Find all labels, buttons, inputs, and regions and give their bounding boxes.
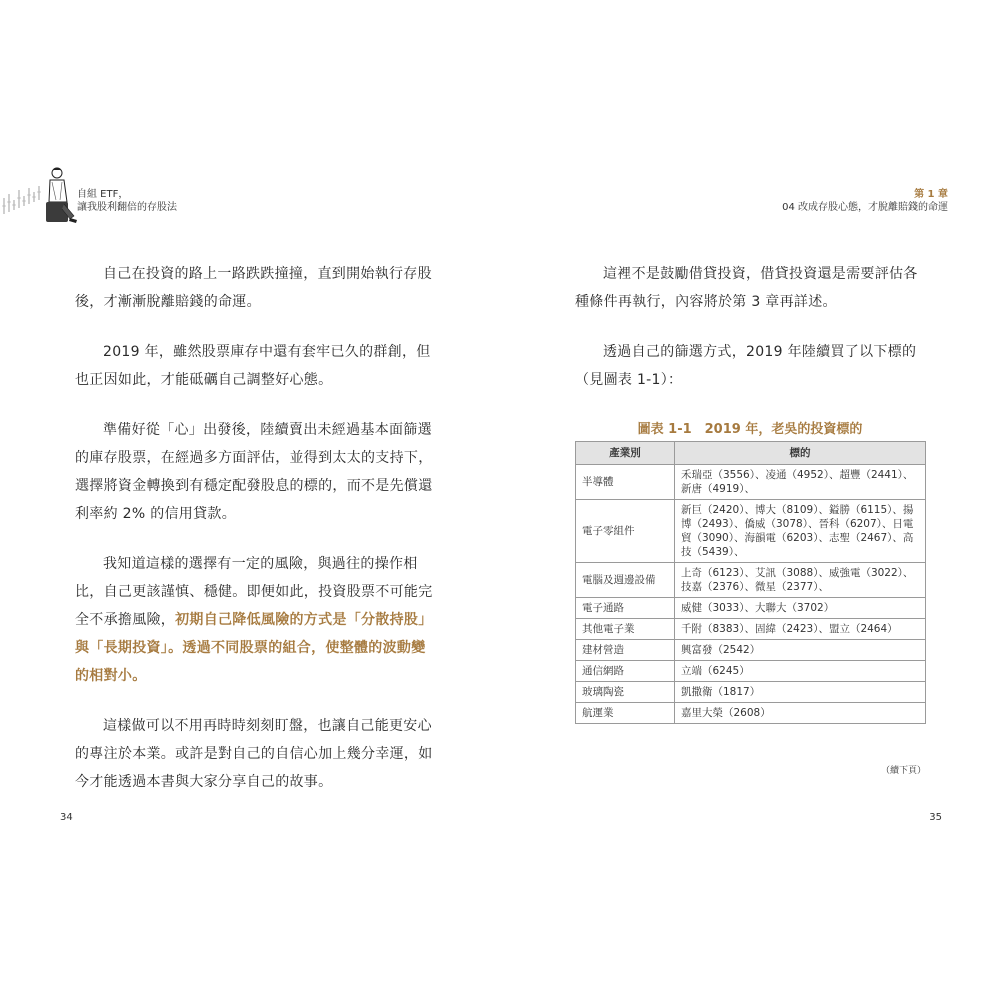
book-title-line-2: 讓我股利翻倍的存股法 xyxy=(77,202,177,213)
paragraph xyxy=(75,712,435,796)
industry-cell: 航運業 xyxy=(576,703,675,724)
holdings-cell: 禾瑞亞（3556）、凌通（4952）、超豐（2441）、新唐（4919）、 xyxy=(675,465,926,500)
page-number-right: 35 xyxy=(929,812,942,823)
header-holdings: 標的 xyxy=(675,442,926,465)
table-row xyxy=(576,703,926,724)
chapter-number: 第 1 章 xyxy=(914,189,948,200)
paragraph xyxy=(75,550,435,690)
paragraph-text: 準備好從「心」出發後，陸續賣出未經過基本面篩選的庫存股票，在經過多方面評估，並得到太太的支持下，選擇將資金轉換到有穩定配發股息的標的，而不是先償還利率約 2% 的信用貸款。 xyxy=(75,422,433,522)
holdings-cell: 威健（3033）、大聯大（3702） xyxy=(675,598,926,619)
industry-cell: 建材營造 xyxy=(576,640,675,661)
seated-man-icon xyxy=(46,168,77,224)
paragraph xyxy=(75,338,435,394)
paragraph-text: 這樣做可以不用再時時刻刻盯盤，也讓自己能更安心的專注於本業。或許是對自己的自信心加上幾分幸運，如今才能透過本書與大家分享自己的故事。 xyxy=(75,718,433,790)
table-row xyxy=(576,598,926,619)
paragraph-text: 透過自己的篩選方式，2019 年陸續買了以下標的（見圖表 1-1）： xyxy=(575,344,917,388)
highlighted-text: 初期自己降低風險的方式是「分散持股」與「長期投資」。透過不同股票的組合，使整體的波動變的相對小。 xyxy=(75,612,433,684)
book-title-line-1: 自組 ETF， xyxy=(77,189,129,200)
paragraph xyxy=(75,416,435,528)
industry-cell: 其他電子業 xyxy=(576,619,675,640)
holdings-cell: 興富發（2542） xyxy=(675,640,926,661)
industry-cell: 電子通路 xyxy=(576,598,675,619)
holdings-cell: 新巨（2420）、博大（8109）、鎰勝（6115）、揚博（2493）、僑威（3078）、晉科（6207）、日電貿（3090）、海韻電（6203）、志聖（2467）、高技（5439）、 xyxy=(675,500,926,563)
paragraph-text: 我知道這樣的選擇有一定的風險，與過往的操作相比，自己更該謹慎、穩健。即便如此，投資股票不可能完全不承擔風險， xyxy=(75,556,433,628)
industry-cell: 玻璃陶瓷 xyxy=(576,682,675,703)
paragraph-text: 自己在投資的路上一路跌跌撞撞，直到開始執行存股後，才漸漸脫離賠錢的命運。 xyxy=(75,266,432,310)
header-industry: 產業別 xyxy=(576,442,675,465)
left-page-body xyxy=(75,260,435,818)
paragraph xyxy=(575,260,927,316)
industry-cell: 半導體 xyxy=(576,465,675,500)
holdings-cell: 上奇（6123）、艾訊（3088）、威強電（3022）、技嘉（2376）、微星（2377）、 xyxy=(675,563,926,598)
table-row xyxy=(576,563,926,598)
investment-table xyxy=(575,441,926,724)
page-number-left: 34 xyxy=(60,812,73,823)
table-row xyxy=(576,661,926,682)
holdings-cell: 立端（6245） xyxy=(675,661,926,682)
header-illustration xyxy=(0,160,80,230)
holdings-cell: 凱撒衛（1817） xyxy=(675,682,926,703)
table-title: 圖表 1-1 2019 年，老吳的投資標的 xyxy=(637,422,863,437)
chapter-header xyxy=(782,188,948,214)
paragraph-text: 這裡不是鼓勵借貸投資，借貸投資還是需要評估各種條件再執行，內容將於第 3 章再詳述。 xyxy=(575,266,918,310)
table-row xyxy=(576,682,926,703)
table-row xyxy=(576,500,926,563)
section-title: 04 改成存股心態，才脫離賠錢的命運 xyxy=(782,202,948,213)
continued-note: （續下頁） xyxy=(880,766,926,776)
paragraph-text: 2019 年，雖然股票庫存中還有套牢已久的群創，但也正因如此，才能砥礪自己調整好心態。 xyxy=(75,344,431,388)
table-row xyxy=(576,619,926,640)
table-row xyxy=(576,465,926,500)
industry-cell: 電子零組件 xyxy=(576,500,675,563)
book-title-header xyxy=(77,188,177,214)
industry-cell: 電腦及週邊設備 xyxy=(576,563,675,598)
candlestick-icon xyxy=(4,186,39,214)
right-page-body xyxy=(575,260,927,416)
paragraph xyxy=(75,260,435,316)
industry-cell: 通信網路 xyxy=(576,661,675,682)
table-header-row xyxy=(576,442,926,465)
holdings-cell: 千附（8383）、固緯（2423）、盟立（2464） xyxy=(675,619,926,640)
table-row xyxy=(576,640,926,661)
holdings-cell: 嘉里大榮（2608） xyxy=(675,703,926,724)
table-body xyxy=(576,465,926,724)
paragraph xyxy=(575,338,927,394)
